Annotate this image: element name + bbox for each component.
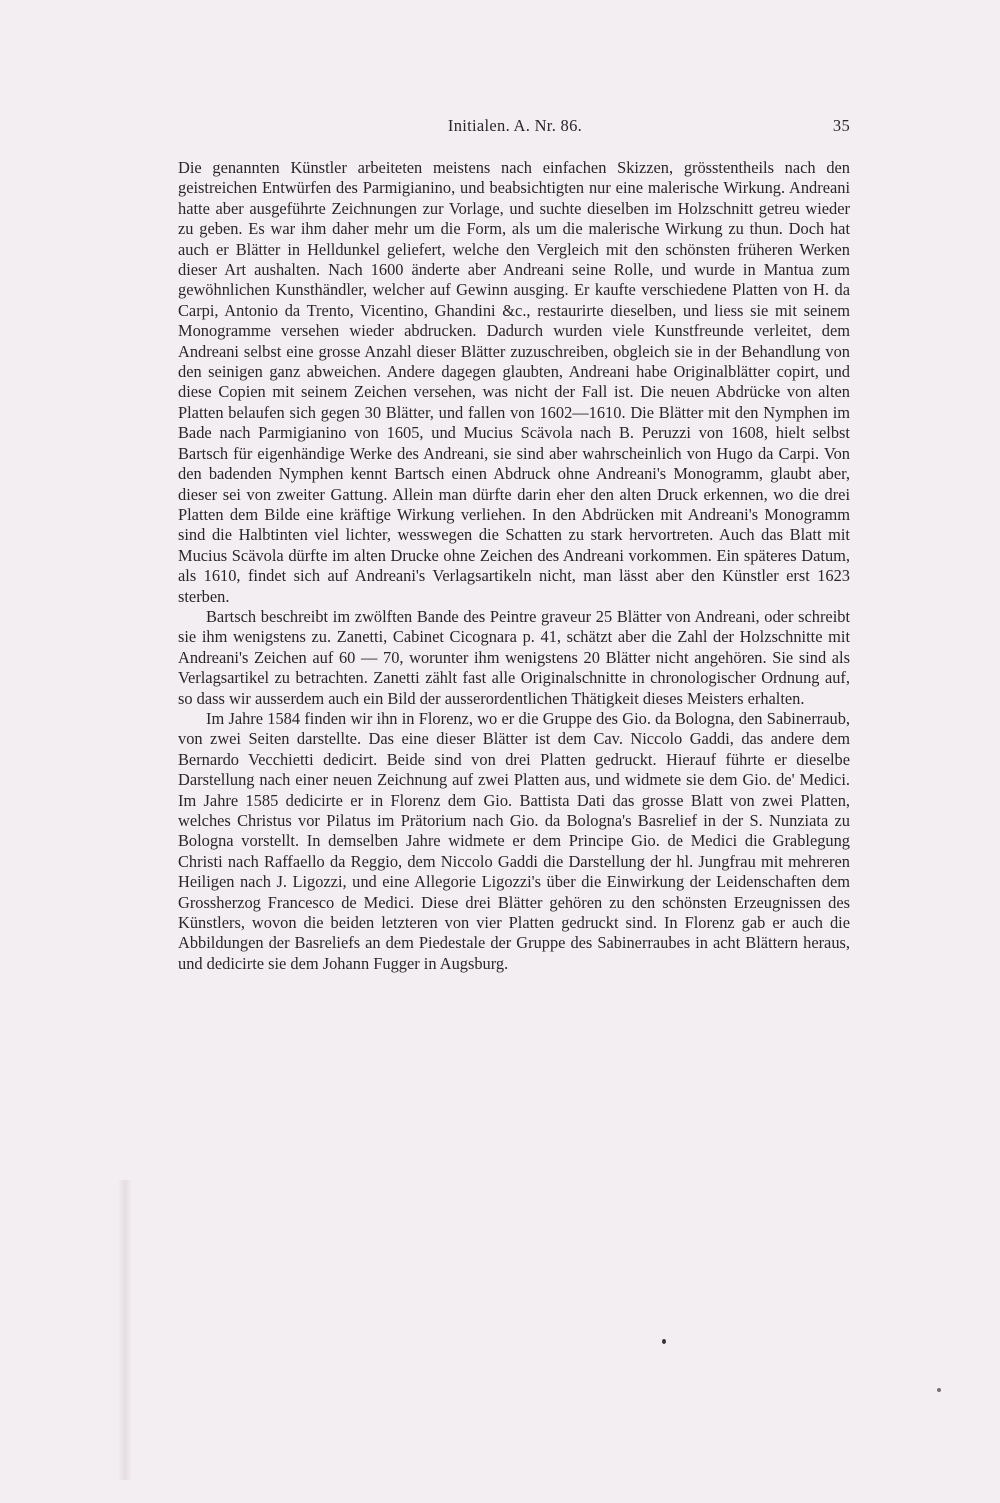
scan-edge-shadow xyxy=(118,1180,132,1480)
ink-speck xyxy=(662,1339,666,1344)
running-title: Initialen. A. Nr. 86. xyxy=(447,116,583,135)
page-number: 35 xyxy=(832,116,850,135)
page-header xyxy=(180,116,850,138)
paragraph-3: Im Jahre 1584 finden wir ihn in Florenz, wo er die Gruppe des Gio. da Bologna, den Sabinerraub, von zwei Seiten darstellte. Das eine dieser Blätter ist dem Cav. Niccolo Gaddi, das andere dem Bernardo Vecchietti dedicirt. Beide sind von drei Platten gedruckt. Hierauf führte er dieselbe Darstellung nach einer neuen Zeichnung auf zwei Platten aus, und widmete sie dem Gio. de' Medici. Im Jahre 1585 dedicirte er in Florenz dem Gio. Battista Dati das grosse Blatt von zwei Platten, welches Christus vor Pilatus im Prätorium nach Gio. da Bologna's Basrelief in der S. Nunziata zu Bologna vorstellt. In demselben Jahre widmete er dem Principe Gio. de Medici die Grablegung Christi nach Raffaello da Reggio, dem Niccolo Gaddi die Darstellung der hl. Jungfrau mit mehreren Heiligen nach J. Ligozzi, und eine Allegorie Ligozzi's über die Einwirkung der Leidenschaften dem Grossherzog Francesco de Medici. Diese drei Blätter gehören zu den schönsten Erzeugnissen des Künstlers, wovon die beiden letzteren von vier Platten gedruckt sind. In Florenz gab er auch die Abbildungen der Basreliefs an dem Piedestale der Gruppe des Sabinerraubes in acht Blättern heraus, und dedicirte sie dem Johann Fugger in Augsburg. xyxy=(178,708,850,973)
body-text xyxy=(178,158,850,974)
paragraph-2: Bartsch beschreibt im zwölften Bande des Peintre graveur 25 Blätter von Andreani, oder schreibt sie ihm wenigstens zu. Zanetti, Cabinet Cicognara p. 41, schätzt aber die Zahl der Holzschnitte mit Andreani's Zeichen auf 60 — 70, worunter ihm wenigstens 20 Blätter nicht angehören. Sie sind als Verlagsartikel zu betrachten. Zanetti zählt fast alle Originalschnitte in chronologischer Ordnung auf, so dass wir ausserdem auch ein Bild der ausserordentlichen Thätigkeit dieses Meisters erhalten. xyxy=(178,606,850,708)
ink-speck xyxy=(937,1388,941,1392)
paragraph-1: Die genannten Künstler arbeiteten meistens nach einfachen Skizzen, grösstentheils nach den geistreichen Entwürfen des Parmigianino, und beabsichtigten nur eine malerische Wirkung. Andreani hatte aber ausgeführte Zeichnungen zur Vorlage, und suchte dieselben im Holzschnitt getreu wieder zu geben. Es war ihm daher mehr um die Form, als um die malerische Wirkung zu thun. Doch hat auch er Blätter in Helldunkel geliefert, welche den Vergleich mit den schönsten früheren Werken dieser Art aushalten. Nach 1600 änderte aber Andreani seine Rolle, und wurde in Mantua zum gewöhnlichen Kunsthändler, welcher auf Gewinn ausging. Er kaufte verschiedene Platten von H. da Carpi, Antonio da Trento, Vicentino, Ghandini &c., restaurirte dieselben, und liess sie mit seinem Monogramme versehen wieder abdrucken. Dadurch wurden viele Kunstfreunde verleitet, dem Andreani selbst eine grosse Anzahl dieser Blätter zuzuschreiben, obgleich sie in der Behandlung von den seinigen ganz abweichen. Andere dagegen glaubten, Andreani habe Originalblätter copirt, und diese Copien mit seinem Zeichen versehen, was nicht der Fall ist. Die neuen Abdrücke von alten Platten belaufen sich gegen 30 Blätter, und fallen von 1602—1610. Die Blätter mit den Nymphen im Bade nach Parmigianino von 1605, und Mucius Scävola nach B. Peruzzi von 1608, hielt selbst Bartsch für eigenhändige Werke des Andreani, sie sind aber wahrscheinlich von Hugo da Carpi. Von den badenden Nymphen kennt Bartsch einen Abdruck ohne Andreani's Monogramm, glaubt aber, dieser sei von zweiter Gattung. Allein man dürfte darin eher den alten Druck erkennen, wo die drei Platten dem Bilde eine kräftige Wirkung verliehen. In den Abdrücken mit Andreani's Monogramm sind die Halbtinten viel lichter, wesswegen die Schatten zu stark hervortreten. Auch das Blatt mit Mucius Scävola dürfte im alten Drucke ohne Zeichen des Andreani vorkommen. Ein späteres Datum, als 1610, findet sich auf Andreani's Verlagsartikeln nicht, man lässt aber den Künstler erst 1623 sterben. xyxy=(178,158,850,606)
